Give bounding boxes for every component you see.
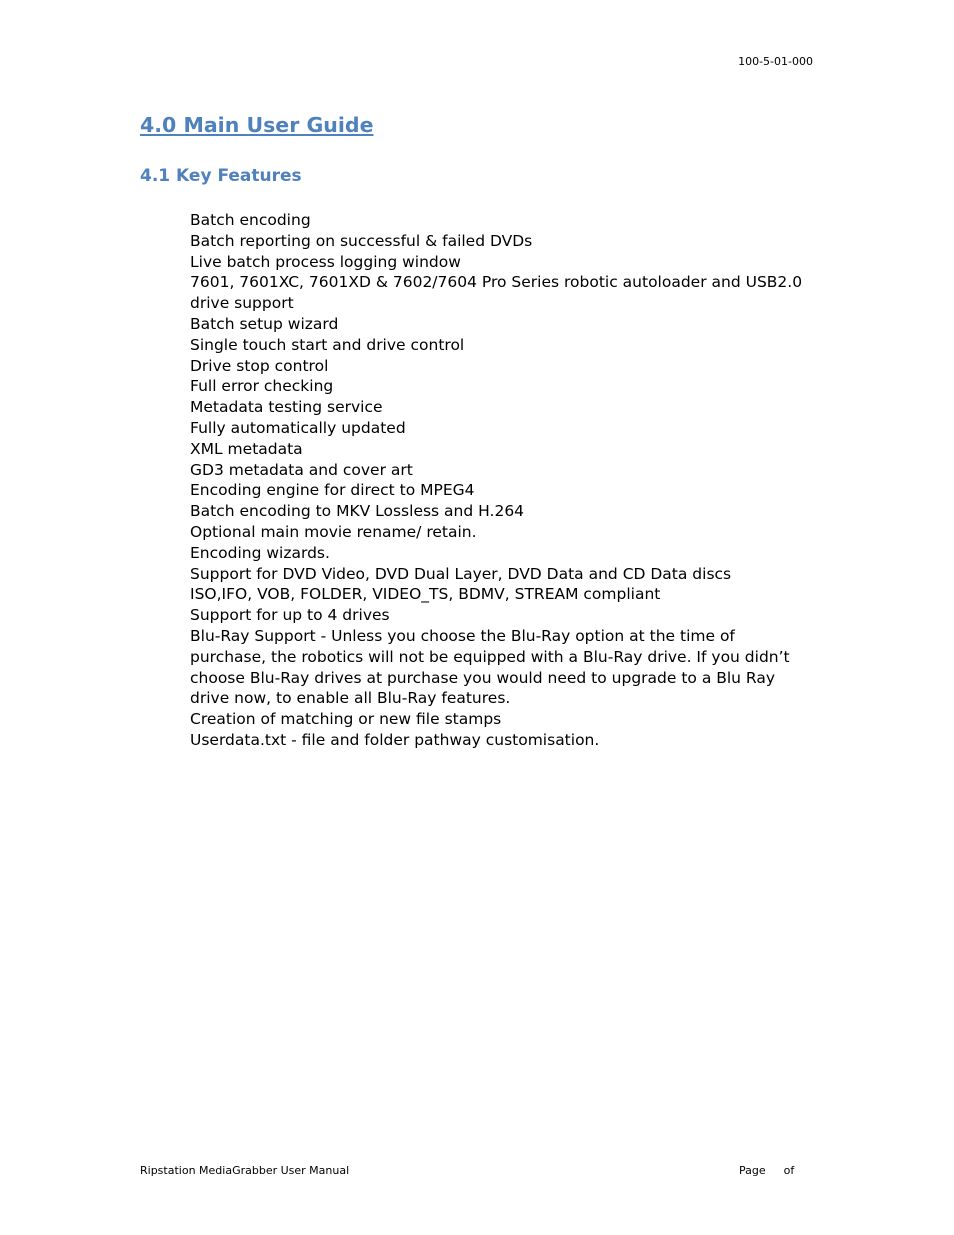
feature-item: Fully automatically updated <box>190 418 406 437</box>
feature-item: XML metadata <box>190 439 303 458</box>
feature-item: Batch setup wizard <box>190 314 339 333</box>
feature-item: Blu-Ray Support - Unless you choose the Blu-Ray option at the time of purchase, the robotics will not be equipped with a Blu-Ray drive. If you didn’t choose Blu-Ray drives at purchase you would need to upgrade to a Blu Ray drive now, to enable all Blu-Ray features. <box>190 626 790 708</box>
feature-item: Userdata.txt - file and folder pathway customisation. <box>190 730 600 749</box>
feature-item: Batch reporting on successful & failed DVDs <box>190 231 533 250</box>
feature-item: Metadata testing service <box>190 398 383 417</box>
feature-item: Encoding wizards. <box>190 543 330 562</box>
feature-item: Optional main movie rename/ retain. <box>190 522 477 541</box>
feature-item: GD3 metadata and cover art <box>190 460 413 479</box>
page-label: Page <box>739 1164 766 1177</box>
of-label: of <box>783 1164 795 1177</box>
feature-item: ISO,IFO, VOB, FOLDER, VIDEO_TS, BDMV, STREAM compliant <box>190 585 661 604</box>
feature-item: Drive stop control <box>190 356 329 375</box>
feature-item: Live batch process logging window <box>190 252 461 271</box>
feature-item: Support for DVD Video, DVD Dual Layer, DVD Data and CD Data discs <box>190 564 732 583</box>
document-number: 100-5-01-000 <box>738 55 813 68</box>
section-heading: 4.1 Key Features <box>140 166 302 186</box>
feature-item: Batch encoding to MKV Lossless and H.264 <box>190 502 525 521</box>
footer-page-number <box>739 1164 794 1178</box>
feature-item: Encoding engine for direct to MPEG4 <box>190 481 475 500</box>
feature-item: Creation of matching or new file stamps <box>190 710 502 729</box>
feature-item: Full error checking <box>190 377 334 396</box>
key-features-list <box>190 210 806 751</box>
footer-manual-title: Ripstation MediaGrabber User Manual <box>140 1164 350 1177</box>
feature-item: Batch encoding <box>190 211 311 229</box>
feature-item: Support for up to 4 drives <box>190 606 390 625</box>
main-heading: 4.0 Main User Guide <box>140 113 374 137</box>
feature-item: 7601, 7601XC, 7601XD & 7602/7604 Pro Series robotic autoloader and USB2.0 drive support <box>190 273 803 313</box>
feature-item: Single touch start and drive control <box>190 335 465 354</box>
